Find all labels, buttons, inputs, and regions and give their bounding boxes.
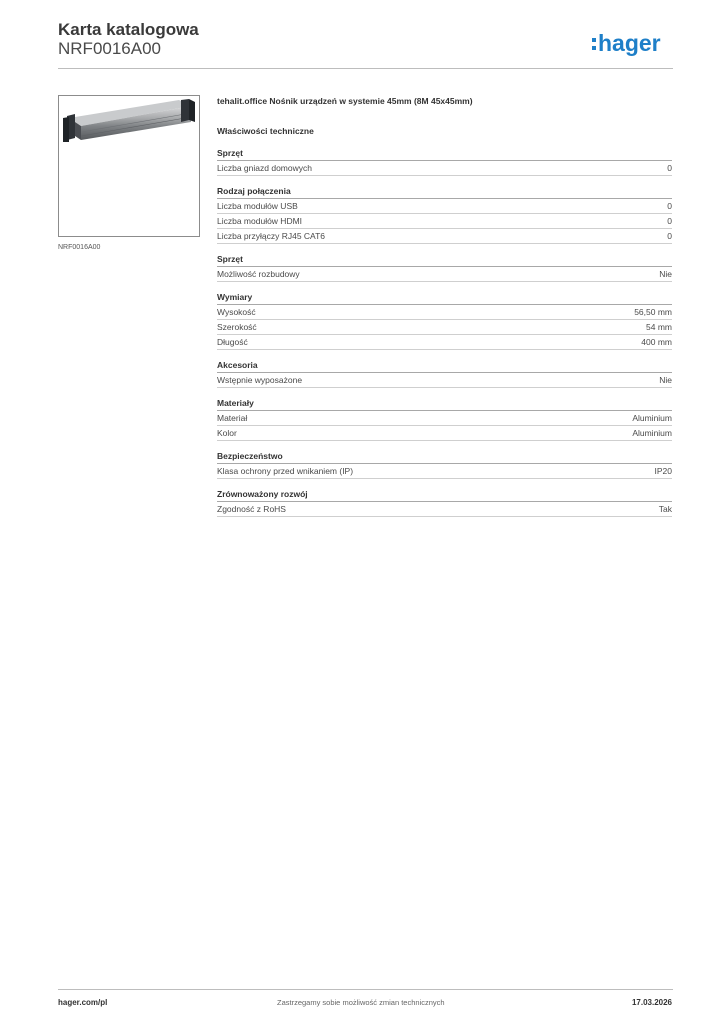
spec-label: Liczba przyłączy RJ45 CAT6 xyxy=(217,231,326,241)
spec-value: Aluminium xyxy=(632,428,672,438)
spec-row xyxy=(217,426,672,441)
product-image-caption: NRF0016A00 xyxy=(58,244,101,251)
spec-label: Liczba gniazd domowych xyxy=(217,163,312,173)
spec-label: Kolor xyxy=(217,428,237,438)
spec-value: 0 xyxy=(667,163,672,173)
spec-row xyxy=(217,199,672,214)
section-heading: Właściwości techniczne xyxy=(217,126,314,136)
spec-group-title: Sprzęt xyxy=(217,147,672,161)
spec-label: Klasa ochrony przed wnikaniem (IP) xyxy=(217,466,354,476)
spec-group-title: Materiały xyxy=(217,397,672,411)
spec-group xyxy=(217,253,672,282)
spec-label: Szerokość xyxy=(217,322,257,332)
spec-group-title: Zrównoważony rozwój xyxy=(217,488,672,502)
spec-label: Liczba modułów HDMI xyxy=(217,216,303,226)
spec-row xyxy=(217,320,672,335)
spec-row xyxy=(217,229,672,244)
spec-value: 400 mm xyxy=(641,337,672,347)
spec-label: Materiał xyxy=(217,413,248,423)
spec-row xyxy=(217,502,672,517)
spec-value: 54 mm xyxy=(646,322,672,332)
spec-value: 0 xyxy=(667,201,672,211)
spec-value: 56,50 mm xyxy=(634,307,672,317)
spec-row xyxy=(217,464,672,479)
spec-label: Długość xyxy=(217,337,248,347)
product-description: tehalit.office Nośnik urządzeń w systemie 45mm (8M 45x45mm) xyxy=(217,96,473,106)
spec-group-title: Wymiary xyxy=(217,291,672,305)
spec-group-title: Akcesoria xyxy=(217,359,672,373)
spec-group-title: Rodzaj połączenia xyxy=(217,185,672,199)
spec-row xyxy=(217,214,672,229)
page-title: Karta katalogowa xyxy=(58,20,199,39)
spec-label: Możliwość rozbudowy xyxy=(217,269,300,279)
spec-row xyxy=(217,161,672,176)
spec-value: Tak xyxy=(658,504,672,514)
footer-date: 17.03.2026 xyxy=(631,998,672,1007)
footer-website-link[interactable]: hager.com/pl xyxy=(58,998,108,1007)
spec-value: Nie xyxy=(659,375,672,385)
product-code: NRF0016A00 xyxy=(58,39,162,58)
spec-value: Aluminium xyxy=(632,413,672,423)
spec-label: Zgodność z RoHS xyxy=(217,504,286,514)
spec-row xyxy=(217,411,672,426)
spec-label: Wysokość xyxy=(217,307,256,317)
spec-value: 0 xyxy=(667,231,672,241)
spec-group xyxy=(217,291,672,350)
spec-value: Nie xyxy=(659,269,672,279)
spec-label: Wstępnie wyposażone xyxy=(217,375,303,385)
spec-row xyxy=(217,373,672,388)
spec-value: IP20 xyxy=(654,466,672,476)
spec-group xyxy=(217,488,672,517)
spec-group xyxy=(217,359,672,388)
spec-group xyxy=(217,397,672,441)
spec-label: Liczba modułów USB xyxy=(217,201,298,211)
spec-group xyxy=(217,450,672,479)
specification-panel xyxy=(217,94,672,517)
header-divider xyxy=(58,68,673,69)
cable-trunking-product-image xyxy=(59,96,199,236)
product-image xyxy=(58,95,200,237)
spec-row xyxy=(217,267,672,282)
hager-logo xyxy=(592,30,674,56)
spec-group-title: Sprzęt xyxy=(217,253,672,267)
spec-group-title: Bezpieczeństwo xyxy=(217,450,672,464)
spec-value: 0 xyxy=(667,216,672,226)
spec-group xyxy=(217,185,672,244)
spec-group xyxy=(217,147,672,176)
spec-groups xyxy=(217,147,672,517)
spec-row xyxy=(217,335,672,350)
spec-row xyxy=(217,305,672,320)
svg-text:hager: hager xyxy=(598,30,661,56)
footer-divider xyxy=(58,989,673,990)
footer-disclaimer: Zastrzegamy sobie możliwość zmian technicznych xyxy=(277,998,445,1007)
